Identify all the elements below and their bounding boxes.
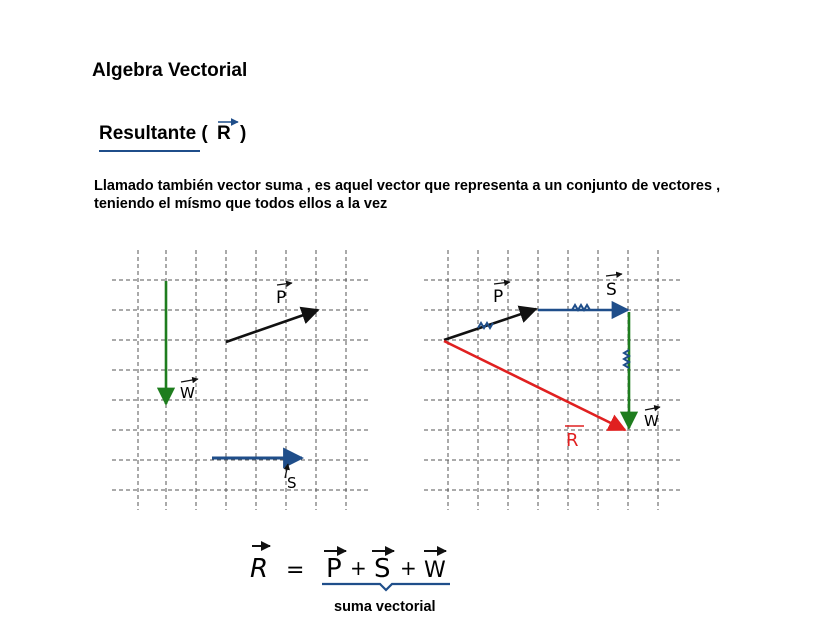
right-grid <box>424 250 682 510</box>
left-grid <box>112 250 370 510</box>
formula-term-s: S <box>374 554 391 584</box>
formula-term-p: P <box>326 554 342 584</box>
description-text: Llamado también vector suma , es aquel vector que representa a un conjunto de vectores , teniendo el mísmo que todos ellos a la vez <box>94 178 721 212</box>
left-vector-p <box>226 310 318 342</box>
right-label-w: W <box>644 412 659 430</box>
formula-term-w: W <box>424 558 446 583</box>
formula-plus-2: + <box>400 556 417 580</box>
right-label-r: R <box>566 430 579 451</box>
right-vector-p <box>444 309 536 340</box>
formula-equals: = <box>286 558 305 583</box>
formula <box>250 546 446 584</box>
formula-lhs: R <box>250 554 269 584</box>
subtitle-symbol: R <box>217 123 231 144</box>
formula-plus-1: + <box>350 556 367 580</box>
left-label-p-arrow <box>277 283 292 285</box>
right-label-s: S <box>606 280 617 300</box>
subtitle-suffix: ) <box>240 123 247 144</box>
formula-brace <box>322 584 450 590</box>
left-label-s: S <box>287 474 297 492</box>
subtitle-prefix: Resultante ( <box>99 123 208 144</box>
right-label-p: P <box>493 287 504 307</box>
left-label-w: W <box>180 384 195 402</box>
right-label-w-arrow <box>645 407 660 410</box>
left-label-w-arrow <box>181 379 198 382</box>
formula-caption: suma vectorial <box>334 599 436 615</box>
left-label-p: P <box>276 288 287 308</box>
page-title: Algebra Vectorial <box>92 60 248 81</box>
right-label-s-arrow <box>606 274 622 276</box>
right-label-p-arrow <box>494 282 510 284</box>
